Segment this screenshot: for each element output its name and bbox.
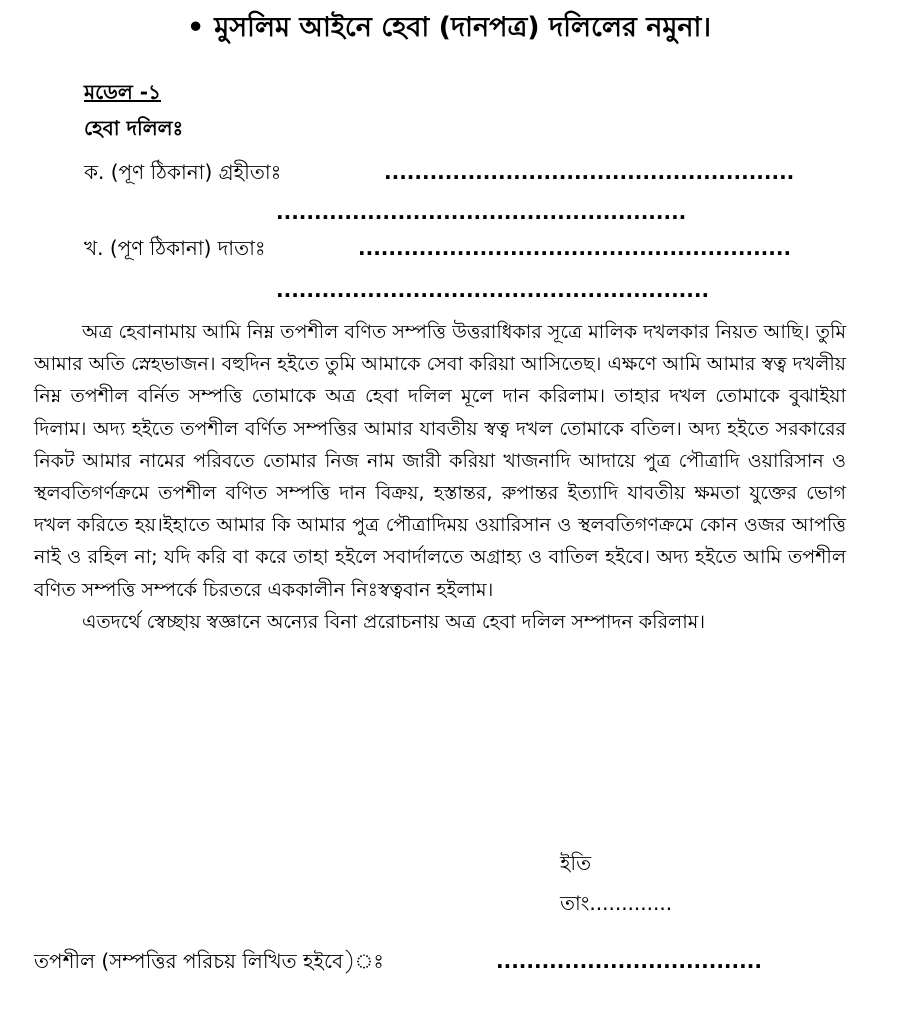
closing-iti: ইতি (560, 851, 592, 875)
donor-dots-line-2: ......................................................... (276, 278, 710, 302)
deed-label: হেবা দলিলঃ (84, 116, 184, 140)
deed-paragraph-1: অত্র হেবানামায় আমি নিম্ন তপশীল বণিত সম্পত্তি উত্তরাধিকার সূত্রে মালিক দখলকার নিয়ত আছি। তুমি আমার অতি স্নেহভাজন। বহুদিন হইতে তুমি আমাকে সেবা করিয়া আসিতেছ। এক্ষণে আমি আমার স্বত্ব দখলীয় নিম্ন তপশীল বর্নিত সম্পত্তি তোমাকে অত্র হেবা দলিল মূলে দান করিলাম। তাহার দখল তোমাকে বুঝাইয়া দিলাম। অদ্য হইতে তপশীল বর্ণিত সম্পত্তির আমার যাবতীয় স্বত্ব দখল তোমাকে বতিল। অদ্য হইতে সরকারের নিকট আমার নামের পরিবতে তোমার নিজ নাম জারী করিয়া খাজনাদি আদায়ে পুত্র পৌত্রাদি ওয়ারিসান ও স্থলবতিগর্ণক্রমে তপশীল বণিত সম্পত্তি দান বিক্রয়, হস্তান্তর, রুপান্তর ইত্যাদি যাবতীয় ক্ষমতা যুক্তের ভোগ দখল করিতে হয়।ইহাতে আমার কি আমার পুত্র পৌত্রাদিময় ওয়ারিসান ও স্থলবতিগণক্রমে কোন ওজর আপত্তি নাই ও রহিল না; যদি করি বা করে তাহা হইলে সবার্দালতে অগ্রাহ্য ও বাতিল হইবে। অদ্য হইতে আমি তপশীল বণিত সম্পত্তি সম্পর্কে চিরতরে এককালীন নিঃস্বত্ববান হইলাম। (34, 321, 846, 601)
deed-paragraph-2: এতদর্থে স্বেচ্ছায় স্বজ্ঞানে অন্যের বিনা প্ররোচনায় অত্র হেবা দলিল সম্পাদন করিলাম। (82, 610, 706, 633)
donor-dots-line-1: ......................................................... (358, 236, 792, 260)
schedule-label: তপশীল (সম্পত্তির পরিচয় লিখিত হইবে)ঃ (34, 949, 384, 973)
deed-body (34, 316, 846, 638)
schedule-dots: ................................... (496, 949, 762, 973)
bullet-icon: • (187, 12, 205, 43)
document-title (0, 8, 898, 48)
title-text: মুসলিম আইনে হেবা (দানপত্র) দলিলের নমুনা। (214, 12, 711, 43)
recipient-dots-line-1: ...................................................... (384, 160, 795, 184)
donor-label: খ. (পূণ ঠিকানা) দাতাঃ (84, 236, 266, 260)
recipient-label: ক. (পূণ ঠিকানা) গ্রহীতাঃ (84, 160, 282, 184)
recipient-dots-line-2: ...................................................... (276, 200, 687, 224)
closing-date: তাং............. (560, 891, 673, 915)
model-label: মডেল -১ (84, 80, 162, 104)
